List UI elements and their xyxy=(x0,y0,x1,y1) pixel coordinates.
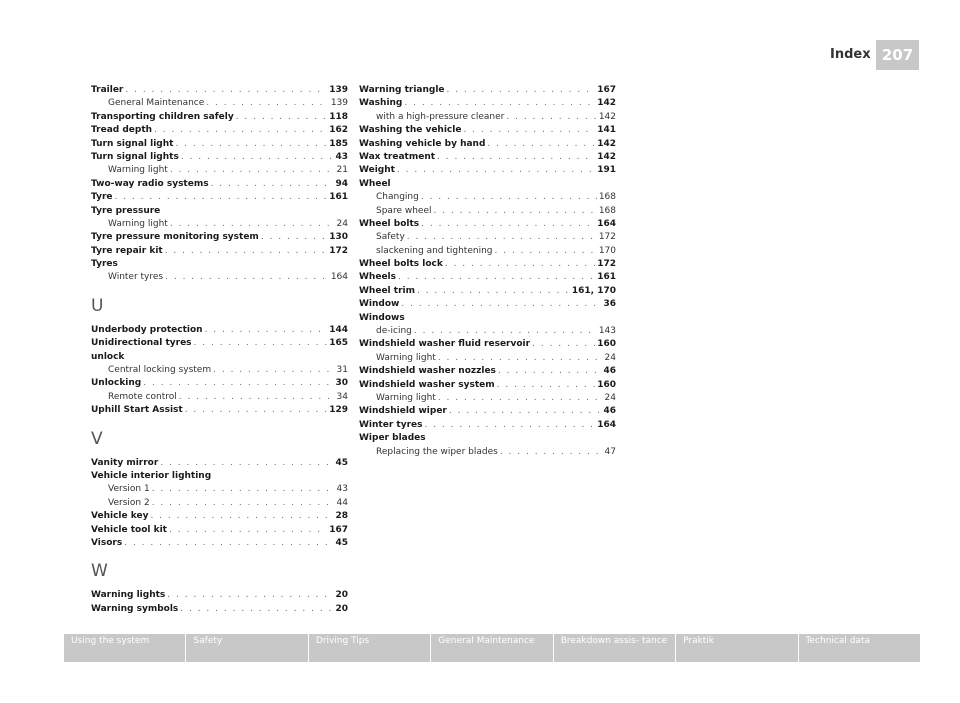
index-entry-page[interactable]: 172 xyxy=(329,245,348,256)
index-column-left xyxy=(91,84,348,616)
index-entry-page[interactable]: 46 xyxy=(603,406,616,417)
index-entry[interactable] xyxy=(91,524,348,537)
index-entry-label: Washing xyxy=(359,98,403,109)
index-entry-page[interactable]: 21 xyxy=(336,165,348,176)
index-entry-label: Turn signal light xyxy=(91,138,174,149)
index-subentry[interactable] xyxy=(359,392,616,405)
index-subentry[interactable] xyxy=(359,446,616,459)
index-entry-label: Tyre xyxy=(91,192,113,203)
index-entry-page[interactable]: 161 xyxy=(597,272,616,283)
index-entry-label: Tyre pressure monitoring system xyxy=(91,232,259,243)
dot-leader xyxy=(152,483,335,496)
index-entry-page[interactable]: 118 xyxy=(329,111,348,122)
index-entry-page[interactable]: 164 xyxy=(330,272,348,283)
index-entry-label: Version 2 xyxy=(108,497,150,508)
index-entry-page[interactable]: 44 xyxy=(336,497,348,508)
index-entry-page[interactable]: 129 xyxy=(329,405,348,416)
index-subentry[interactable] xyxy=(91,271,348,284)
index-entry xyxy=(359,312,616,325)
dot-leader xyxy=(181,151,334,164)
dot-leader xyxy=(414,325,597,338)
index-subentry[interactable] xyxy=(91,97,348,110)
index-entry-page[interactable]: 161 xyxy=(329,192,348,203)
dot-leader xyxy=(532,338,595,351)
index-entry-label: de-icing xyxy=(376,326,412,337)
index-entry-page[interactable]: 31 xyxy=(336,365,348,376)
index-entry[interactable] xyxy=(359,97,616,110)
index-entry[interactable] xyxy=(91,537,348,550)
index-entry-page[interactable]: 172 xyxy=(597,259,616,270)
index-entry-page[interactable]: 164 xyxy=(597,218,616,229)
index-subentry[interactable] xyxy=(359,191,616,204)
index-entry xyxy=(91,470,348,483)
index-entry-label: Tread depth xyxy=(91,125,153,136)
index-entry xyxy=(359,178,616,191)
index-entry-label: Washing the vehicle xyxy=(359,125,462,136)
index-entry-page[interactable]: 170 xyxy=(598,245,616,256)
dot-leader xyxy=(445,258,595,271)
dot-leader xyxy=(236,111,328,124)
index-entry-page[interactable]: 139 xyxy=(330,98,348,109)
dot-leader xyxy=(150,510,333,523)
dot-leader xyxy=(397,164,595,177)
dot-leader xyxy=(421,218,595,231)
index-entry-page[interactable]: 162 xyxy=(329,125,348,136)
index-entry-page[interactable]: 167 xyxy=(329,524,348,535)
index-entry-page[interactable]: 43 xyxy=(336,484,348,495)
index-entry-page[interactable]: 172 xyxy=(598,232,616,243)
index-entry[interactable] xyxy=(91,231,348,244)
dot-leader xyxy=(185,404,328,417)
index-entry-label: with a high-pressure cleaner xyxy=(376,111,505,122)
index-entry-page[interactable]: 45 xyxy=(335,457,348,468)
index-entry[interactable] xyxy=(359,271,616,284)
index-entry-label: Vehicle tool kit xyxy=(91,524,167,535)
index-entry[interactable] xyxy=(91,124,348,137)
index-entry[interactable] xyxy=(359,419,616,432)
index-entry-label: Unidirectional tyres xyxy=(91,338,192,349)
index-entry-label: Weight xyxy=(359,165,395,176)
index-entry-label: Changing xyxy=(376,192,419,203)
dot-leader xyxy=(154,124,327,137)
index-entry[interactable] xyxy=(91,111,348,124)
index-subentry[interactable] xyxy=(91,164,348,177)
index-entry-label: Version 1 xyxy=(108,484,150,495)
index-entry-label: Vehicle key xyxy=(91,511,149,522)
index-entry[interactable] xyxy=(359,124,616,137)
index-entry-label: Replacing the wiper blades xyxy=(376,446,498,457)
dot-leader xyxy=(417,285,570,298)
index-entry-label: Warning triangle xyxy=(359,85,445,95)
dot-leader xyxy=(498,365,602,378)
dot-leader xyxy=(506,111,596,124)
dot-leader xyxy=(170,164,335,177)
index-entry-label: Tyres xyxy=(91,259,118,270)
dot-leader xyxy=(213,364,334,377)
dot-leader xyxy=(125,84,327,97)
dot-leader xyxy=(421,191,597,204)
dot-leader xyxy=(170,218,335,231)
index-entry-page[interactable]: 43 xyxy=(335,151,348,162)
dot-leader xyxy=(398,271,595,284)
index-entry-label: General Maintenance xyxy=(108,98,205,109)
dot-leader xyxy=(500,446,603,459)
index-entry[interactable] xyxy=(359,218,616,231)
dot-leader xyxy=(169,524,327,537)
chapter-tab[interactable]: Technical data xyxy=(805,636,870,646)
index-letter-heading: U xyxy=(91,295,104,316)
chapter-tab[interactable]: Safety xyxy=(186,634,308,662)
index-entry-page[interactable]: 139 xyxy=(329,85,348,95)
index-entry[interactable] xyxy=(91,245,348,258)
index-entry-page[interactable]: 142 xyxy=(598,111,616,122)
dot-leader xyxy=(211,178,334,191)
index-entry-page[interactable]: 165 xyxy=(329,338,348,349)
index-entry xyxy=(91,258,348,271)
index-entry-label: Spare wheel xyxy=(376,205,432,216)
dot-leader xyxy=(261,231,327,244)
chapter-tab[interactable]: Breakdown assis- tance xyxy=(554,634,676,662)
index-entry-label: Windshield wiper xyxy=(359,406,447,417)
index-entry-label: Unlocking xyxy=(91,378,142,389)
index-subentry[interactable] xyxy=(359,205,616,218)
index-entry-label: Wheel bolts lock xyxy=(359,259,443,270)
dot-leader xyxy=(180,603,333,616)
dot-leader xyxy=(152,497,335,510)
index-entry-page[interactable]: 185 xyxy=(329,138,348,149)
dot-leader xyxy=(160,457,333,470)
index-entry-page[interactable]: 130 xyxy=(329,232,348,243)
index-subentry[interactable] xyxy=(359,325,616,338)
dot-leader xyxy=(404,97,595,110)
dot-leader xyxy=(124,537,333,550)
index-entry-label: Window xyxy=(359,299,400,310)
dot-leader xyxy=(175,138,327,151)
index-entry-label: unlock xyxy=(91,351,125,362)
index-subentry[interactable] xyxy=(91,218,348,231)
section-title: Index xyxy=(830,47,871,62)
index-entry-page[interactable]: 30 xyxy=(335,378,348,389)
index-entry-label: Warning light xyxy=(108,165,168,176)
dot-leader xyxy=(447,84,596,97)
dot-leader xyxy=(495,245,597,258)
index-entry[interactable] xyxy=(91,337,348,350)
index-entry-page[interactable]: 144 xyxy=(329,324,348,335)
index-entry[interactable] xyxy=(91,191,348,204)
index-entry[interactable] xyxy=(91,151,348,164)
index-entry-label: Wax treatment xyxy=(359,151,436,162)
index-entry-page[interactable]: 164 xyxy=(597,419,616,430)
index-entry-label: Windshield washer system xyxy=(359,379,495,390)
index-entry[interactable] xyxy=(359,365,616,378)
index-entry-label: Uphill Start Assist xyxy=(91,405,183,416)
index-entry xyxy=(359,432,616,445)
index-entry-label: Central locking system xyxy=(108,365,212,376)
chapter-tab[interactable]: General Maintenance xyxy=(431,634,553,662)
index-entry-label: Remote control xyxy=(108,391,177,402)
index-entry-page[interactable]: 167 xyxy=(597,85,616,95)
index-entry-label: Visors xyxy=(91,537,123,548)
index-entry[interactable] xyxy=(359,405,616,418)
dot-leader xyxy=(497,379,596,392)
index-entry-page[interactable]: 161, 170 xyxy=(571,285,616,296)
dot-leader xyxy=(463,124,595,137)
chapter-tab[interactable]: Driving Tips xyxy=(309,634,431,662)
dot-leader xyxy=(424,419,595,432)
index-entry-label: slackening and tightening xyxy=(376,245,493,256)
index-entry-label: Warning light xyxy=(108,218,168,229)
index-entry[interactable] xyxy=(91,178,348,191)
index-subentry[interactable] xyxy=(359,111,616,124)
index-entry-label: Warning light xyxy=(376,392,436,403)
dot-leader xyxy=(437,151,595,164)
chapter-tab[interactable]: Praktik xyxy=(676,634,798,662)
index-entry[interactable] xyxy=(359,151,616,164)
index-entry-label: Warning symbols xyxy=(91,603,179,614)
index-entry-page[interactable]: 28 xyxy=(335,511,348,522)
index-entry[interactable] xyxy=(359,298,616,311)
index-entry-page[interactable]: 142 xyxy=(597,151,616,162)
index-entry[interactable] xyxy=(91,510,348,523)
index-entry-label: Washing vehicle by hand xyxy=(359,138,486,149)
index-entry-label: Wheel trim xyxy=(359,285,415,296)
index-entry-page[interactable]: 191 xyxy=(597,165,616,176)
dot-leader xyxy=(438,352,603,365)
dot-leader xyxy=(165,271,329,284)
index-entry-page[interactable]: 36 xyxy=(603,299,616,310)
index-subentry[interactable] xyxy=(91,483,348,496)
index-entry-label: Tyre repair kit xyxy=(91,245,163,256)
index-entry[interactable] xyxy=(359,84,616,97)
index-entry[interactable] xyxy=(359,379,616,392)
index-letter-heading: W xyxy=(91,561,108,582)
index-entry-page[interactable]: 24 xyxy=(604,392,616,403)
dot-leader xyxy=(401,298,601,311)
page-number: 207 xyxy=(876,40,919,70)
dot-leader xyxy=(206,97,329,110)
index-entry-page[interactable]: 20 xyxy=(335,590,348,601)
index-entry[interactable] xyxy=(359,285,616,298)
index-entry-label: Underbody protection xyxy=(91,324,203,335)
dot-leader xyxy=(449,405,602,418)
index-entry-page[interactable]: 143 xyxy=(598,326,616,337)
index-entry[interactable] xyxy=(91,404,348,417)
dot-leader xyxy=(205,324,328,337)
index-entry-label: Two-way radio systems xyxy=(91,178,209,189)
index-entry-page[interactable]: 24 xyxy=(604,352,616,363)
index-entry xyxy=(91,205,348,218)
dot-leader xyxy=(114,191,327,204)
index-entry-page[interactable]: 160 xyxy=(597,339,616,350)
dot-leader xyxy=(143,377,333,390)
index-entry-page[interactable]: 168 xyxy=(598,192,616,203)
index-entry-page[interactable]: 46 xyxy=(603,366,616,377)
index-entry-label: Turn signal lights xyxy=(91,151,179,162)
index-entry-page[interactable]: 168 xyxy=(598,205,616,216)
dot-leader xyxy=(433,205,596,218)
index-subentry[interactable] xyxy=(91,364,348,377)
chapter-tab[interactable]: Using the system xyxy=(64,634,186,662)
index-entry[interactable] xyxy=(91,589,348,602)
dot-leader xyxy=(407,231,597,244)
dot-leader xyxy=(438,392,603,405)
index-entry[interactable] xyxy=(91,138,348,151)
index-letter-heading: V xyxy=(91,428,103,449)
index-entry-label: Wiper blades xyxy=(359,433,426,444)
dot-leader xyxy=(167,589,333,602)
index-entry-label: Warning light xyxy=(376,352,436,363)
index-entry-label: Windshield washer fluid reservoir xyxy=(359,339,531,350)
index-entry-page[interactable]: 94 xyxy=(335,178,348,189)
index-entry[interactable] xyxy=(359,338,616,351)
index-entry-label: Winter tyres xyxy=(359,419,423,430)
index-entry-label: Wheel xyxy=(359,178,391,189)
index-entry[interactable] xyxy=(359,258,616,271)
index-entry[interactable] xyxy=(359,138,616,151)
index-entry-page[interactable]: 142 xyxy=(597,138,616,149)
dot-leader xyxy=(194,337,328,350)
index-entry-page[interactable]: 24 xyxy=(336,218,348,229)
index-entry-page[interactable]: 160 xyxy=(597,379,616,390)
index-entry-page[interactable]: 47 xyxy=(604,446,616,457)
index-entry-label: Trailer xyxy=(91,85,124,95)
index-entry-label: Vehicle interior lighting xyxy=(91,470,212,481)
index-subentry[interactable] xyxy=(359,231,616,244)
dot-leader xyxy=(165,245,328,258)
index-entry-label: Windows xyxy=(359,312,405,323)
index-entry[interactable] xyxy=(91,603,348,616)
index-column-right xyxy=(359,84,616,459)
index-subentry[interactable] xyxy=(91,497,348,510)
index-entry xyxy=(91,351,348,364)
index-entry-label: Winter tyres xyxy=(108,272,164,283)
index-entry-label: Vanity mirror xyxy=(91,457,159,468)
index-subentry[interactable] xyxy=(359,352,616,365)
dot-leader xyxy=(179,391,335,404)
index-entry-page[interactable]: 45 xyxy=(335,537,348,548)
dot-leader xyxy=(487,138,595,151)
index-entry-label: Windshield washer nozzles xyxy=(359,366,496,377)
index-entry-label: Warning lights xyxy=(91,590,166,601)
index-entry-page[interactable]: 141 xyxy=(597,125,616,136)
index-entry-page[interactable]: 20 xyxy=(335,603,348,614)
index-entry[interactable] xyxy=(91,84,348,97)
index-entry-label: Wheels xyxy=(359,272,396,283)
index-entry[interactable] xyxy=(91,457,348,470)
index-entry-label: Tyre pressure xyxy=(91,205,161,216)
chapter-navigation-bar xyxy=(64,634,920,662)
index-subentry[interactable] xyxy=(359,245,616,258)
index-entry-page[interactable]: 142 xyxy=(597,98,616,109)
index-entry-label: Wheel bolts xyxy=(359,218,420,229)
index-entry-label: Safety xyxy=(376,232,405,243)
index-entry-label: Transporting children safely xyxy=(91,111,234,122)
index-entry[interactable] xyxy=(359,164,616,177)
index-subentry[interactable] xyxy=(91,391,348,404)
index-entry[interactable] xyxy=(91,324,348,337)
index-entry-page[interactable]: 34 xyxy=(336,391,348,402)
index-entry[interactable] xyxy=(91,377,348,390)
